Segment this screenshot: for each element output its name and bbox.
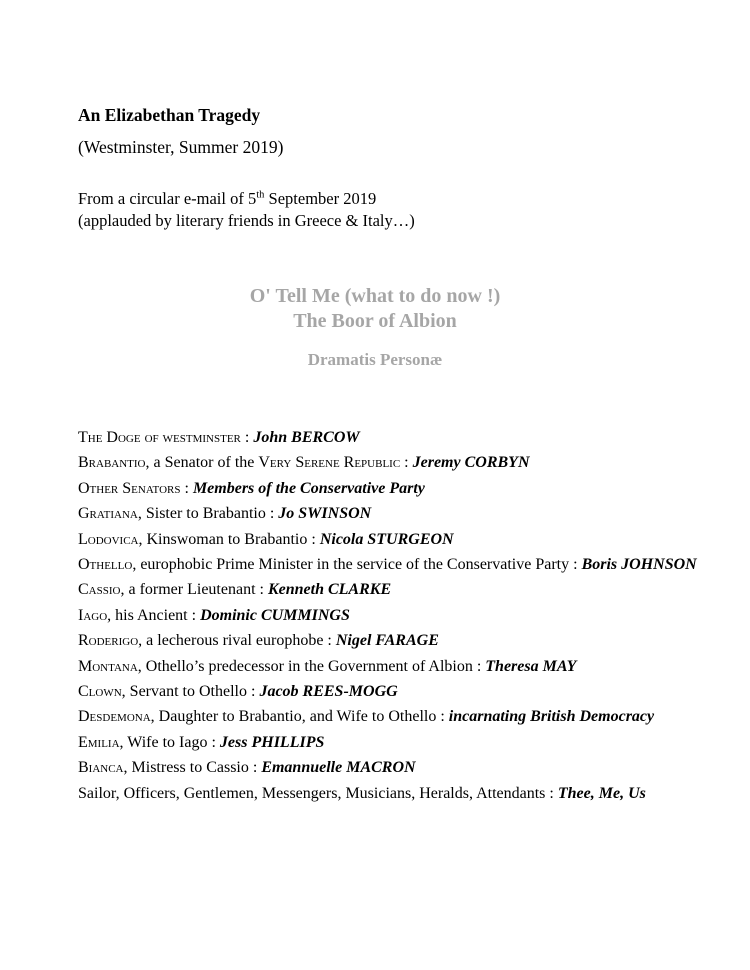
cast-character-name: Cassio [78,581,121,599]
intro-line-2: (applauded by literary friends in Greece & Italy…) [78,210,415,230]
cast-actor-name: incarnating British Democracy [448,708,655,726]
cast-actor-name: Jess PHILLIPS [219,733,325,751]
cast-list [78,425,697,806]
cast-actor-name: Thee, Me, Us [557,784,646,802]
cast-character-name: Lodovica [78,530,139,548]
cast-character-name: Brabantio [78,454,146,472]
cast-actor-name: Jeremy CORBYN [412,454,530,472]
cast-character-name: Emilia [78,733,120,751]
cast-actor-name: Jacob REES-MOGG [259,683,398,701]
cast-line [78,781,672,806]
cast-character-name: Montana [78,657,138,675]
cast-description: , Daughter to Brabantio, and Wife to Othello : [150,708,449,726]
play-title-line1: O' Tell Me (what to do now !) [249,285,501,307]
cast-actor-name: Theresa MAY [485,657,577,675]
cast-actor-name: Jo SWINSON [278,505,372,523]
intro-line-1 [78,188,672,210]
cast-description: , a former Lieutenant : [120,581,268,599]
document-subtitle: (Westminster, Summer 2019) [78,137,284,157]
cast-description: : [240,429,254,446]
cast-line [78,527,672,552]
cast-character-name: The Doge of westminster [78,429,241,446]
cast-line [78,628,672,653]
cast-description: , Othello’s predecessor in the Government of Albion : [137,657,486,675]
cast-character-name: Other Senators [78,479,181,497]
intro-line1-text: From a circular e-mail of 5 [78,189,257,208]
cast-line [78,425,672,450]
cast-character-name: Gratiana [78,505,138,523]
cast-line [78,704,672,729]
cast-line [78,552,697,577]
cast-line [78,450,672,475]
cast-description: , his Ancient : [107,606,201,624]
ordinal-superscript: th [256,189,265,201]
dramatis-personae-heading: Dramatis Personæ [307,350,443,369]
cast-description: , Wife to Iago : [119,733,220,751]
play-title [78,284,672,334]
cast-description: , Sister to Brabantio : [137,505,279,523]
cast-character-name: Bianca [78,759,124,777]
cast-description: : [400,454,413,472]
cast-line [78,577,672,602]
cast-character-name: Iago [78,606,108,624]
document-title: An Elizabethan Tragedy [78,105,261,125]
cast-line [78,679,672,704]
cast-actor-name: Nigel FARAGE [335,632,439,650]
cast-description: , europhobic Prime Minister in the service of the Conservative Party : [132,556,582,574]
cast-line [78,501,672,526]
cast-actor-name: John BERCOW [253,429,360,446]
cast-character-name: Roderigo [78,632,139,650]
cast-line [78,476,672,501]
cast-character-name: Desdemona [78,708,151,726]
cast-description: Sailor, Officers, Gentlemen, Messengers, Musicians, Heralds, Attendants : [78,784,558,802]
cast-line [78,654,672,679]
cast-actor-name: Boris JOHNSON [581,556,697,574]
cast-description: , a Senator of the [145,454,259,472]
cast-description: , a lecherous rival europhobe : [138,632,336,650]
cast-actor-name: Dominic CUMMINGS [200,606,350,624]
cast-description: , Servant to Othello : [121,683,260,701]
cast-description: : [180,479,193,497]
intro-line1-rest: September 2019 [264,189,377,208]
cast-character-name: Clown [78,683,122,701]
cast-line [78,603,672,628]
cast-actor-name: Nicola STURGEON [319,530,454,548]
cast-character-name: Very Serene Republic [258,454,401,472]
cast-actor-name: Members of the Conservative Party [192,479,425,497]
cast-character-name: Othello [78,556,133,574]
cast-actor-name: Emannuelle MACRON [261,759,416,777]
cast-description: , Mistress to Cassio : [123,759,262,777]
cast-actor-name: Kenneth CLARKE [267,581,392,599]
cast-line [78,755,672,780]
play-title-line2: The Boor of Albion [293,310,457,332]
cast-description: , Kinswoman to Brabantio : [138,530,320,548]
cast-line [78,730,672,755]
